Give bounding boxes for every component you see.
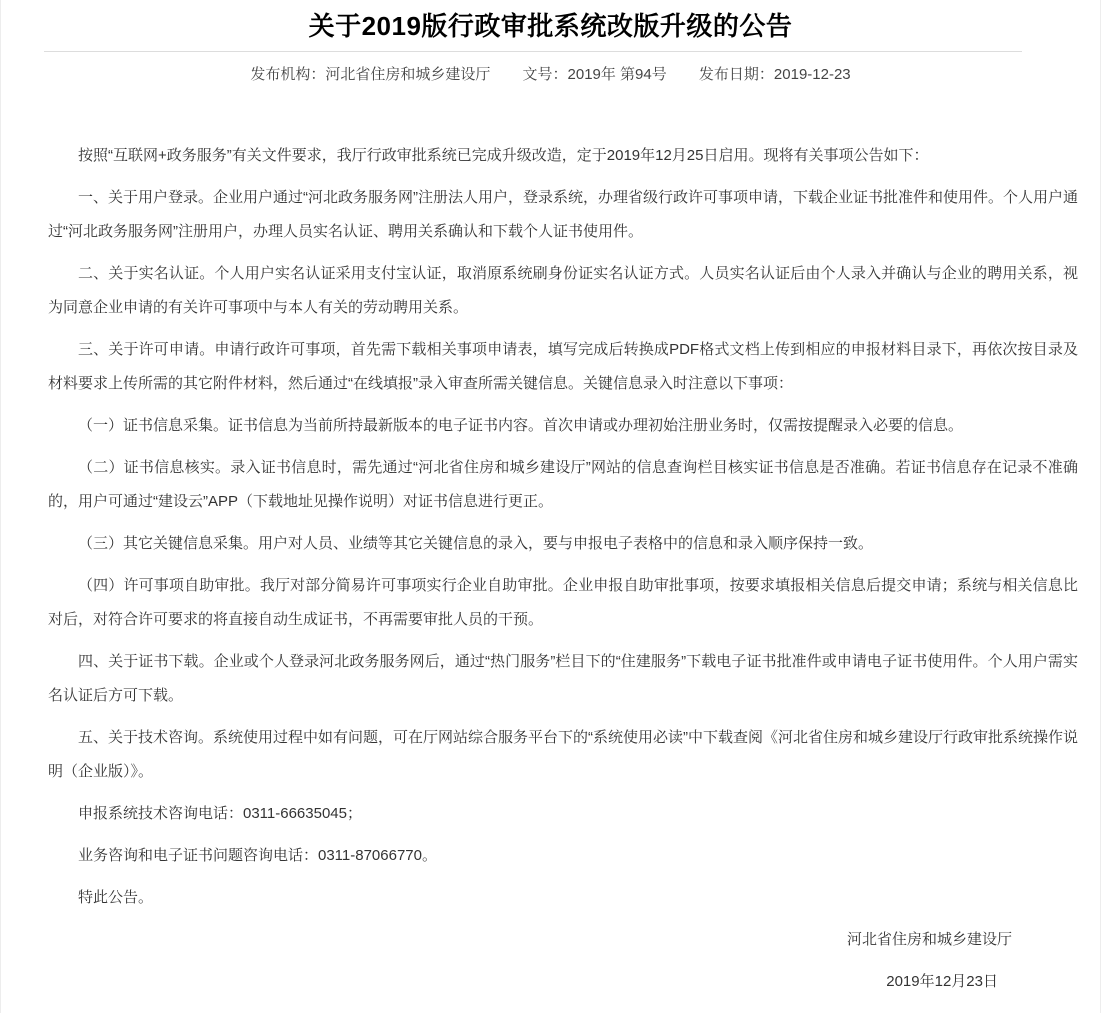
meta-publish-date: 发布日期：2019-12-23 (698, 66, 851, 83)
title-divider (44, 51, 1022, 52)
item-3-other-key-info: （三）其它关键信息采集。用户对人员、业绩等其它关键信息的录入，要与申报电子表格中的信息和录入顺序保持一致。 (78, 535, 874, 552)
section-1-user-login: 一、关于用户登录。企业用户通过“河北政务服务网”注册法人用户，登录系统，办理省级行政许可事项申请，下载企业证书批准件和使用件。个人用户通过“河北政务服务网”注册用户，办理人员实名认证、聘用关系确认和下载个人证书使用件。 (48, 189, 1078, 240)
signature-block (48, 923, 1078, 1005)
section-4-cert-download: 四、关于证书下载。企业或个人登录河北政务服务网后，通过“热门服务”栏目下的“住建服务”下载电子证书批准件或申请电子证书使用件。个人用户需实名认证后方可下载。 (48, 653, 1078, 704)
item-4-self-approval: （四）许可事项自助审批。我厅对部分简易许可事项实行企业自助审批。企业申报自助审批事项，按要求填报相关信息后提交申请；系统与相关信息比对后，对符合许可要求的将直接自动生成证书，不再需要审批人员的干预。 (48, 577, 1078, 628)
meta-publisher: 发布机构：河北省住房和城乡建设厅 (250, 66, 491, 83)
intro-paragraph: 按照“互联网+政务服务”有关文件要求，我厅行政审批系统已完成升级改造，定于2019年12月25日启用。现将有关事项公告如下： (78, 147, 929, 164)
phone-tech-support: 申报系统技术咨询电话：0311-66635045； (78, 805, 362, 822)
meta-doc-number: 文号：2019年 第94号 (522, 66, 667, 83)
section-5-tech-support: 五、关于技术咨询。系统使用过程中如有问题，可在厅网站综合服务平台下的“系统使用必读”中下载查阅《河北省住房和城乡建设厅行政审批系统操作说明（企业版）》。 (48, 729, 1078, 780)
item-1-cert-info-collect: （一）证书信息采集。证书信息为当前所持最新版本的电子证书内容。首次申请或办理初始注册业务时，仅需按提醒录入必要的信息。 (78, 417, 964, 434)
announcement-body (1, 139, 1100, 1005)
phone-business-support: 业务咨询和电子证书问题咨询电话：0311-87066770。 (78, 847, 437, 864)
signature-date: 2019年12月23日 (886, 973, 998, 990)
item-2-cert-info-verify: （二）证书信息核实。录入证书信息时，需先通过“河北省住房和城乡建设厅”网站的信息查询栏目核实证书信息是否准确。若证书信息存在记录不准确的，用户可通过“建设云”APP（下载地址见操作说明）对证书信息进行更正。 (48, 459, 1078, 510)
closing-line: 特此公告。 (78, 889, 154, 906)
section-2-real-name-auth: 二、关于实名认证。个人用户实名认证采用支付宝认证，取消原系统刷身份证实名认证方式。人员实名认证后由个人录入并确认与企业的聘用关系，视为同意企业申请的有关许可事项中与本人有关的劳动聘用关系。 (48, 265, 1078, 316)
signature-agency: 河北省住房和城乡建设厅 (846, 931, 1012, 948)
section-3-license-apply: 三、关于许可申请。申请行政许可事项，首先需下载相关事项申请表，填写完成后转换成PDF格式文档上传到相应的申报材料目录下，再依次按目录及材料要求上传所需的其它附件材料，然后通过“在线填报”录入审查所需关键信息。关键信息录入时注意以下事项： (48, 341, 1078, 392)
document-meta (1, 65, 1100, 85)
page-title: 关于2019版行政审批系统改版升级的公告 (308, 11, 793, 41)
